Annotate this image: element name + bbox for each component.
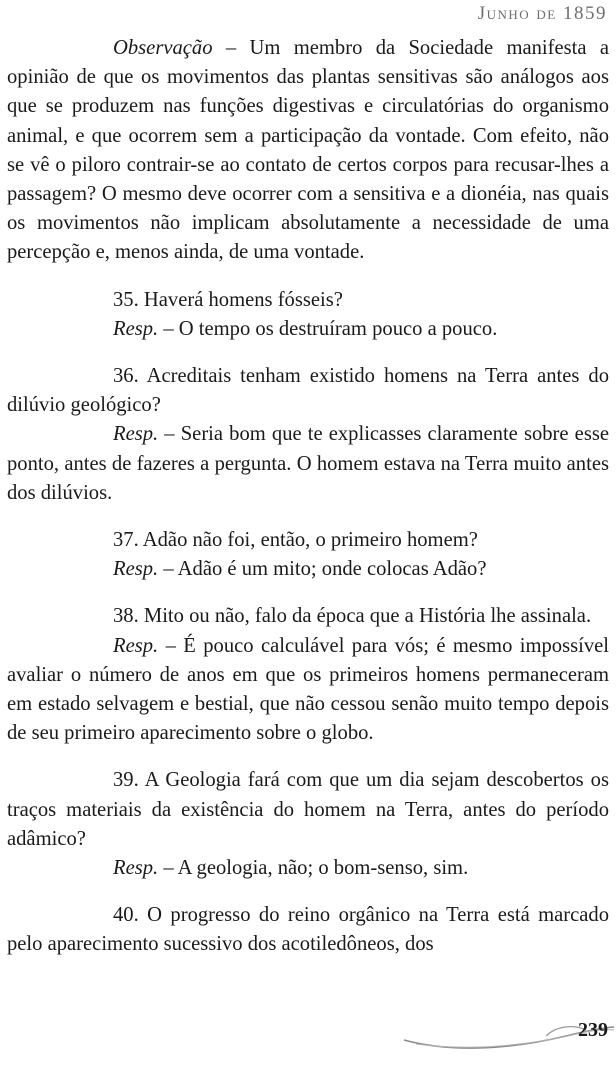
answer-35 <box>7 315 609 344</box>
running-head: Junho de 1859 <box>477 3 607 24</box>
answer-label: Resp. <box>113 423 159 446</box>
answer-text: – É pouco calculável para vós; é mesmo impossível avaliar o número de anos em que os primeiros homens permaneceram em estado selvagem e bestial, que não cessou senão muito tempo depois de seu primeiro aparecimento sobre o globo. <box>7 634 609 745</box>
page-number: 239 <box>578 1019 608 1041</box>
answer-text: – Seria bom que te explicasses claramente sobre esse ponto, antes de fazeres a pergunta. O homem estava na Terra muito antes dos dilúvios. <box>7 423 609 504</box>
answer-label: Resp. <box>113 558 159 581</box>
answer-37 <box>7 555 609 584</box>
body-text <box>7 34 609 960</box>
question-36: 36. Acreditais tenham existido homens na Terra antes do dilúvio geológico? <box>7 365 609 417</box>
question-38: 38. Mito ou não, falo da época que a História lhe assinala. <box>113 605 592 628</box>
question-39: 39. A Geologia fará com que um dia sejam descobertos os traços materiais da existência do homem na Terra, antes do período adâmico? <box>7 769 609 850</box>
observation-paragraph <box>7 34 609 268</box>
observation-text: – Um membro da Sociedade manifesta a opinião de que os movimentos das plantas sensitivas são análogos aos que se produzem nas funções digestivas e circulatórias do organismo animal, e que ocorrem sem a participação da vontade. Com efeito, não se vê o piloro contrair-se ao contato de certos corpos para recusar-lhes a passagem? O mesmo deve ocorrer com a sensitiva e a dionéia, nas quais os movimentos não implicam absolutamente a necessidade de uma percepção e, menos ainda, de uma vontade. <box>7 37 609 264</box>
observation-label: Observação <box>113 37 213 59</box>
answer-text: – Adão é um mito; onde colocas Adão? <box>158 558 487 581</box>
question-40: 40. O progresso do reino orgânico na Terra está marcado pelo aparecimento sucessivo dos acotiledôneos, dos <box>7 904 609 956</box>
answer-36 <box>7 420 609 508</box>
answer-text: – A geologia, não; o bom-senso, sim. <box>158 857 469 880</box>
answer-label: Resp. <box>113 857 159 880</box>
answer-text: – O tempo os destruíram pouco a pouco. <box>158 317 498 340</box>
question-35: 35. Haverá homens fósseis? <box>113 288 343 311</box>
answer-label: Resp. <box>113 317 159 340</box>
answer-38 <box>7 632 609 749</box>
answer-label: Resp. <box>113 634 159 657</box>
question-37: 37. Adão não foi, então, o primeiro homem? <box>113 529 478 552</box>
answer-39 <box>7 854 609 883</box>
